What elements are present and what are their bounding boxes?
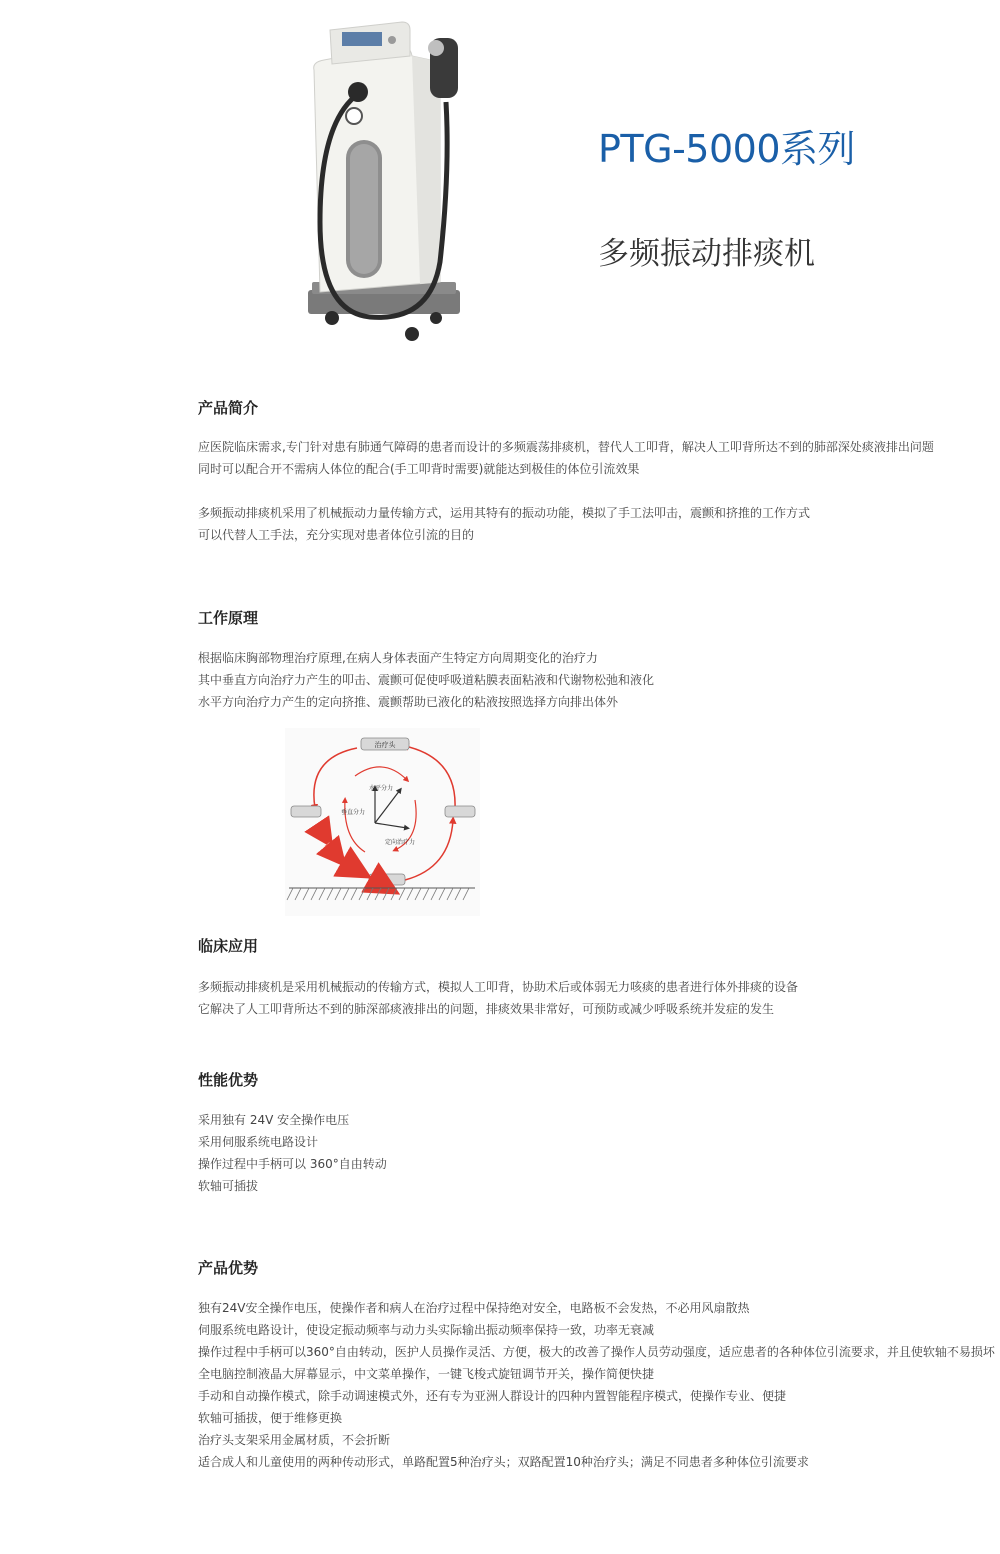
list-item: 手动和自动操作模式，除手动调速模式外，还有专为亚洲人群设计的四种内置智能程序模式，使操作专业、便捷 xyxy=(198,1389,787,1403)
diagram-vertical-force: 垂直分力 xyxy=(341,809,366,816)
list-item: 治疗头支架采用金属材质，不会折断 xyxy=(198,1433,391,1447)
paragraph-line: 其中垂直方向治疗力产生的叩击、震颤可促使呼吸道粘膜表面粘液和代谢物松弛和液化 xyxy=(198,673,655,687)
section-heading: 产品简介 xyxy=(198,399,259,417)
section-heading: 产品优势 xyxy=(198,1259,259,1277)
paragraph-line: 根据临床胸部物理治疗原理,在病人身体表面产生特定方向周期变化的治疗力 xyxy=(198,651,598,665)
paragraph-line: 多频振动排痰机采用了机械振动力量传输方式，运用其特有的振动功能，模拟了手工法叩击，震颤和挤推的工作方式 xyxy=(198,506,811,520)
section-performance xyxy=(198,1070,988,1197)
paragraph-line: 同时可以配合开不需病人体位的配合(手工叩背时需要)就能达到极佳的体位引流效果 xyxy=(198,462,640,476)
paragraph-line: 它解决了人工叩背所达不到的肺深部痰液排出的问题，排痰效果非常好，可预防或减少呼吸系统并发症的发生 xyxy=(198,1002,775,1016)
list-item: 操作过程中手柄可以360°自由转动，医护人员操作灵活、方便，极大的改善了操作人员劳动强度，适应患者的各种体位引流要求，并且使软轴不易损坏 xyxy=(198,1345,995,1359)
section-heading: 工作原理 xyxy=(198,609,259,627)
section-heading: 临床应用 xyxy=(198,937,259,955)
section-heading: 性能优势 xyxy=(198,1071,259,1089)
paragraph-line: 应医院临床需求,专门针对患有肺通气障碍的患者而设计的多频震荡排痰机，替代人工叩背，解决人工叩背所达不到的肺部深处痰液排出问题 xyxy=(198,440,934,454)
list-item: 适合成人和儿童使用的两种传动形式，单路配置5种治疗头；双路配置10种治疗头；满足不同患者多种体位引流要求 xyxy=(198,1455,809,1469)
section-advantages xyxy=(198,1258,995,1473)
diagram-directional-force: 定向治疗力 xyxy=(385,839,416,846)
diagram-top-label: 治疗头 xyxy=(374,741,396,749)
list-item: 软轴可插拔 xyxy=(198,1179,259,1193)
list-item: 采用独有 24V 安全操作电压 xyxy=(198,1113,350,1127)
paragraph-line: 多频振动排痰机是采用机械振动的传输方式，模拟人工叩背，协助术后或体弱无力咳痰的患者进行体外排痰的设备 xyxy=(198,980,799,994)
product-name: 多频振动排痰机 xyxy=(598,236,815,272)
list-item: 软轴可插拔，便于维修更换 xyxy=(198,1411,343,1425)
list-item: 采用伺服系统电路设计 xyxy=(198,1135,319,1149)
list-item: 独有24V安全操作电压，使操作者和病人在治疗过程中保持绝对安全，电路板不会发热，不必用风扇散热 xyxy=(198,1301,750,1315)
section-clinical xyxy=(198,936,988,1020)
section-principle xyxy=(198,608,988,713)
section-intro xyxy=(198,398,988,546)
list-item: 伺服系统电路设计，使设定振动频率与动力头实际输出振动频率保持一致，功率无衰减 xyxy=(198,1323,655,1337)
list-item: 全电脑控制液晶大屏幕显示，中文菜单操作，一键飞梭式旋钮调节开关，操作简便快捷 xyxy=(198,1367,655,1381)
list-item: 操作过程中手柄可以 360°自由转动 xyxy=(198,1157,387,1171)
product-image xyxy=(290,12,480,342)
series-title: PTG-5000系列 xyxy=(598,127,855,171)
paragraph-line: 水平方向治疗力产生的定向挤推、震颤帮助已液化的粘液按照选择方向排出体外 xyxy=(198,695,619,709)
diagram-horizontal-force: 水平分力 xyxy=(369,785,394,792)
principle-diagram xyxy=(285,728,480,916)
paragraph-line: 可以代替人工手法，充分实现对患者体位引流的目的 xyxy=(198,528,475,542)
